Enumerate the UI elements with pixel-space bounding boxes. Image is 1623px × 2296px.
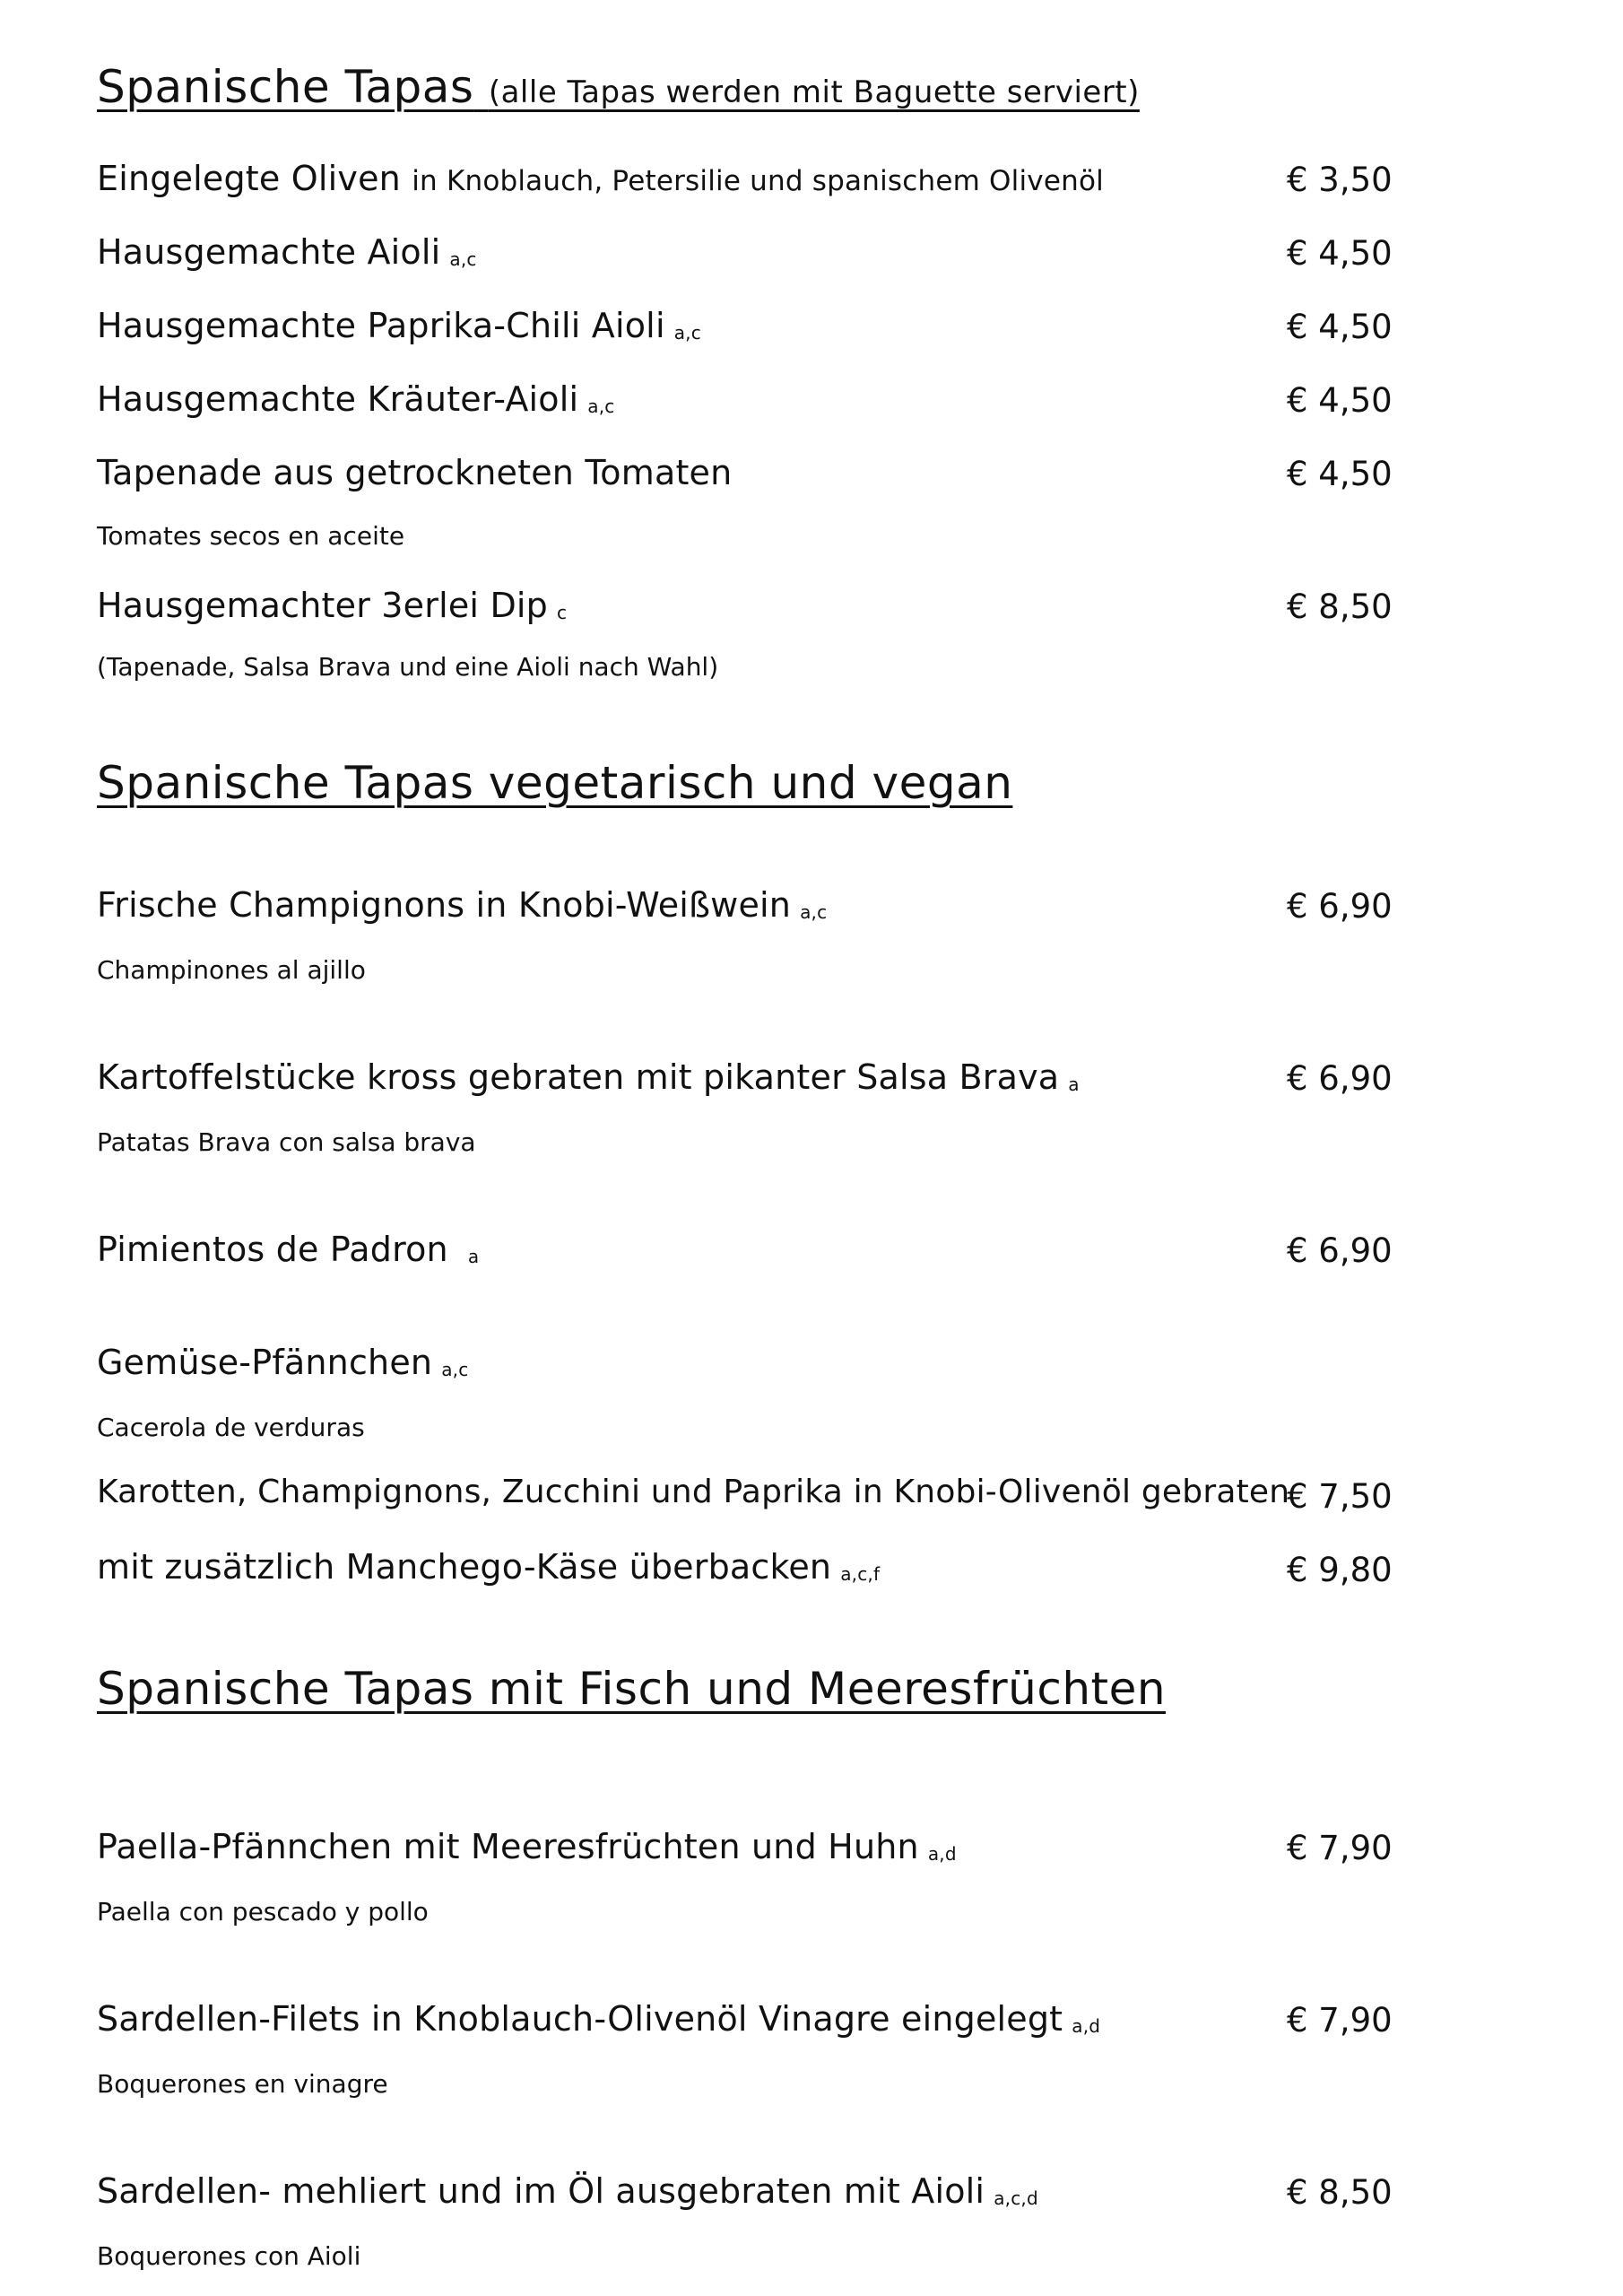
item-price: € 9,80: [1287, 1551, 1393, 1589]
menu-item-kraeuter-aioli: [97, 379, 615, 419]
item-detail: in Knoblauch, Petersilie und spanischem Olivenöl: [412, 165, 1104, 197]
section-title: Spanische Tapas: [97, 61, 474, 113]
item-translation: Boquerones con Aioli: [97, 2241, 361, 2271]
item-price: € 4,50: [1287, 234, 1393, 273]
item-price: € 8,50: [1287, 587, 1393, 626]
menu-item-gemuese-variante: [97, 1476, 1289, 1509]
menu-item-3erlei-dip: [97, 586, 568, 625]
item-name: Pimientos de Padron: [97, 1230, 448, 1269]
item-name: Sardellen-Filets in Knoblauch-Olivenöl Vinagre eingelegt: [97, 1999, 1063, 2039]
allergen-codes: a,c: [449, 248, 477, 270]
item-name: Karotten, Champignons, Zucchini und Paprika in Knobi-Olivenöl gebraten: [97, 1474, 1290, 1510]
menu-item-sardellen-aioli: [97, 2171, 1038, 2211]
item-price: € 6,90: [1287, 1231, 1393, 1270]
item-name: Tapenade aus getrockneten Tomaten: [97, 453, 733, 492]
item-price: € 6,90: [1287, 1059, 1393, 1098]
menu-item-sardellen-filets: [97, 1999, 1101, 2039]
menu-item-paella: [97, 1827, 957, 1866]
item-name: Sardellen- mehliert und im Öl ausgebraten mit Aioli: [97, 2171, 985, 2211]
allergen-codes: a,c: [800, 901, 828, 923]
allergen-codes: c: [557, 602, 568, 623]
menu-item-pimientos: [97, 1230, 480, 1269]
item-name: mit zusätzlich Manchego-Käse überbacken: [97, 1547, 832, 1587]
section-heading-vegetarisch: [97, 757, 1013, 809]
item-translation: Tomates secos en aceite: [97, 521, 405, 551]
menu-item-aioli: [97, 232, 477, 272]
item-name: Gemüse-Pfännchen: [97, 1343, 433, 1382]
section-heading-tapas: [97, 61, 1140, 113]
allergen-codes: a,d: [1072, 2015, 1101, 2037]
allergen-codes: a,c,f: [840, 1563, 881, 1585]
section-subtitle: (alle Tapas werden mit Baguette serviert): [488, 74, 1140, 110]
item-price: € 7,90: [1287, 1829, 1393, 1867]
allergen-codes: a,c: [673, 322, 701, 344]
menu-item-champignons: [97, 885, 828, 925]
section-title: Spanische Tapas vegetarisch und vegan: [97, 757, 1013, 809]
allergen-codes: a,c: [587, 396, 615, 417]
menu-item-oliven: [97, 161, 1104, 196]
menu-item-gemuese-pfaennchen: [97, 1343, 469, 1382]
item-translation: Patatas Brava con salsa brava: [97, 1127, 476, 1157]
item-translation: Cacerola de verduras: [97, 1413, 365, 1442]
allergen-codes: a,c: [441, 1359, 469, 1380]
item-price: € 4,50: [1287, 381, 1393, 420]
item-translation: Paella con pescado y pollo: [97, 1897, 429, 1926]
allergen-codes: a,c,d: [994, 2187, 1038, 2209]
menu-item-manchego: [97, 1547, 881, 1587]
item-name: Hausgemachter 3erlei Dip: [97, 586, 548, 625]
allergen-codes: a: [1068, 1074, 1080, 1095]
menu-item-paprika-aioli: [97, 306, 701, 345]
item-name: Kartoffelstücke kross gebraten mit pikanter Salsa Brava: [97, 1057, 1060, 1097]
item-name: Hausgemachte Kräuter-Aioli: [97, 379, 579, 419]
item-price: € 7,90: [1287, 2001, 1393, 2039]
item-name: Hausgemachte Aioli: [97, 232, 441, 272]
item-name: Eingelegte Oliven: [97, 159, 401, 198]
item-price: € 7,50: [1287, 1477, 1393, 1516]
item-price: € 3,50: [1287, 161, 1393, 199]
menu-item-tapenade: [97, 453, 733, 492]
item-translation: Boquerones en vinagre: [97, 2069, 388, 2099]
section-title: Spanische Tapas mit Fisch und Meeresfrüchten: [97, 1663, 1167, 1715]
item-price: € 4,50: [1287, 308, 1393, 346]
menu-item-kartoffelstuecke: [97, 1057, 1080, 1097]
allergen-codes: a: [467, 1246, 480, 1267]
item-translation: (Tapenade, Salsa Brava und eine Aioli nach Wahl): [97, 652, 719, 682]
item-price: € 4,50: [1287, 455, 1393, 493]
item-name: Hausgemachte Paprika-Chili Aioli: [97, 306, 665, 345]
allergen-codes: a,d: [927, 1843, 957, 1865]
item-price: € 6,90: [1287, 887, 1393, 926]
item-price: € 8,50: [1287, 2173, 1393, 2212]
item-name: Paella-Pfännchen mit Meeresfrüchten und Huhn: [97, 1827, 919, 1866]
item-name: Frische Champignons in Knobi-Weißwein: [97, 885, 792, 925]
section-heading-fisch: [97, 1663, 1167, 1715]
item-translation: Champinones al ajillo: [97, 955, 366, 985]
